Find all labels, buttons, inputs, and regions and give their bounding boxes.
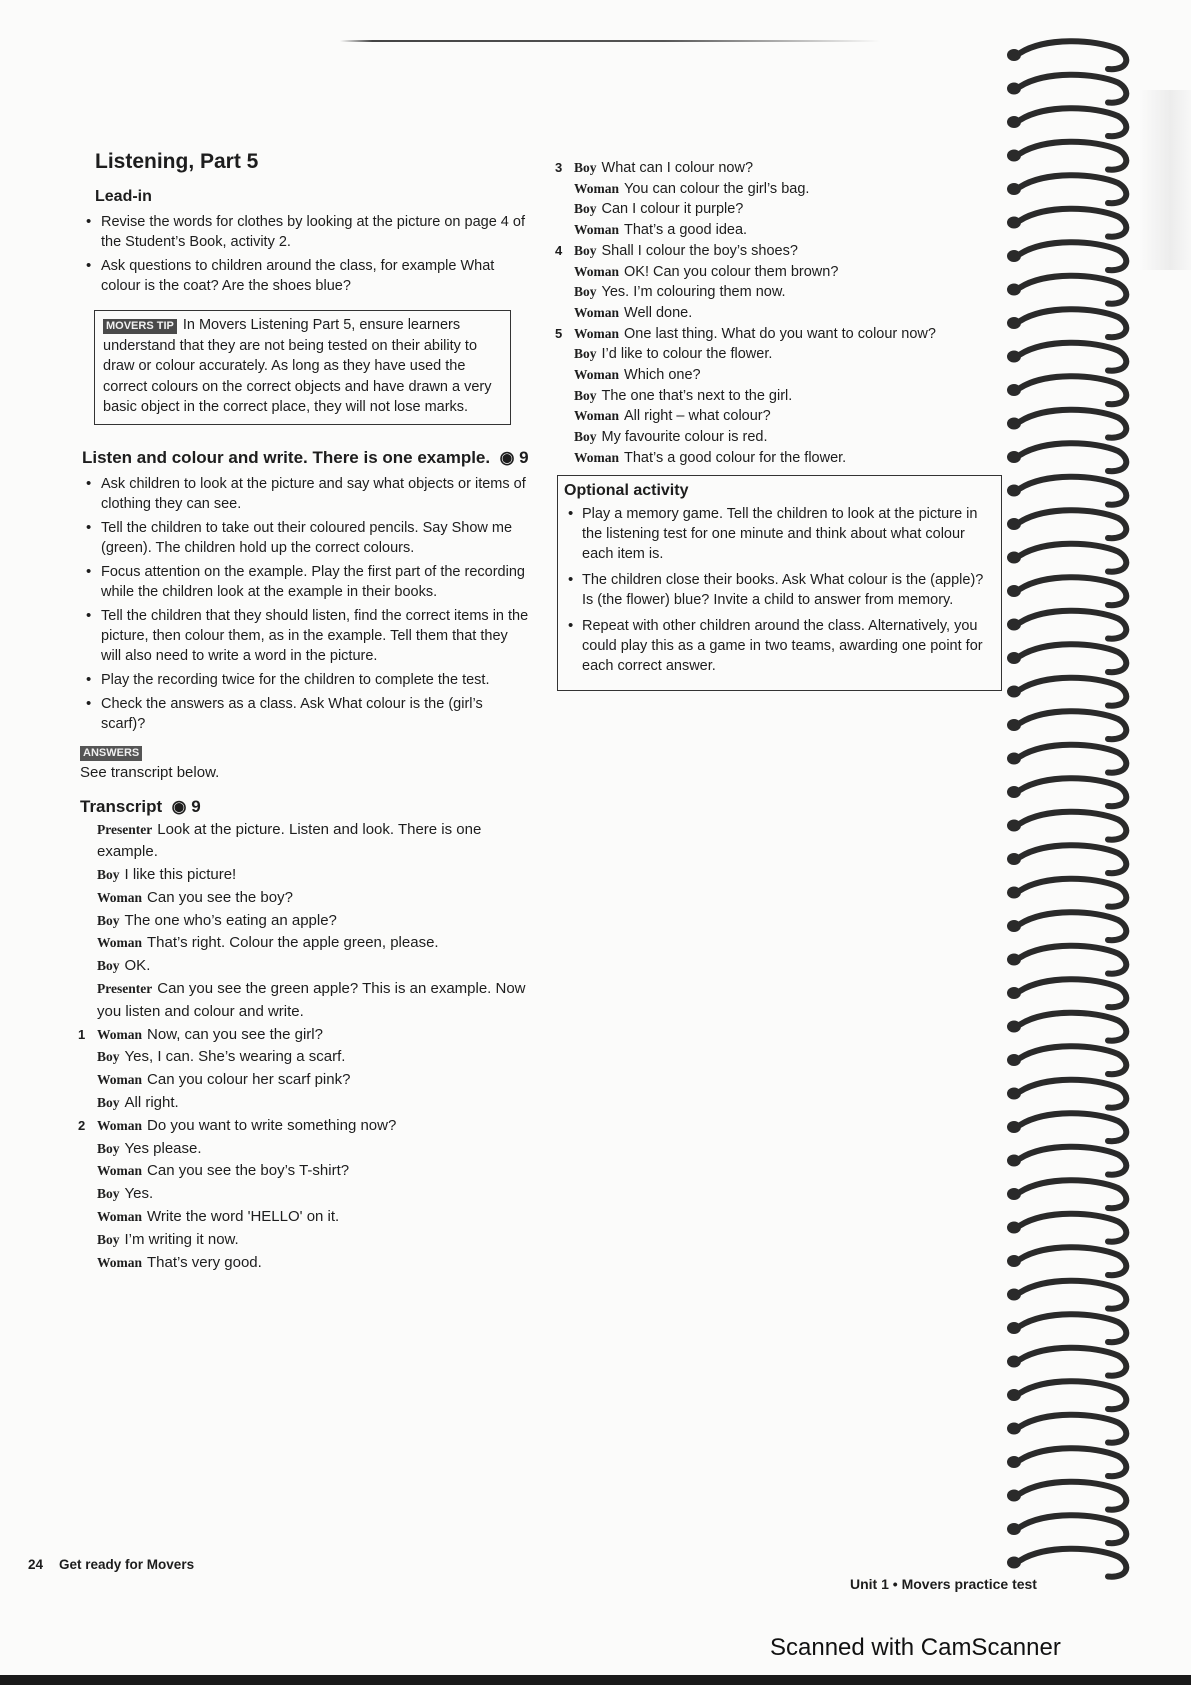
spiral-hole [1007,887,1021,899]
spiral-coil [1020,678,1126,706]
transcript-line [80,1183,530,1206]
movers-tip-box [94,310,511,425]
transcript-line: 5 Woman One last thing. What do you want to colour now? [555,325,936,342]
spiral-coil [1020,209,1126,237]
transcript-line [557,386,1002,407]
transcript-line [557,303,1002,324]
scanner-watermark: Scanned with CamScanner [770,1634,1061,1661]
line-text: Which one? [624,367,701,384]
spiral-hole [1007,183,1021,195]
lead-in-list [80,212,530,296]
page-footer-right: Unit 1 • Movers practice test [850,1576,1037,1592]
speaker: Woman [574,263,620,279]
transcript-heading [80,797,530,817]
transcript-line [80,1046,530,1069]
speaker: Boy [574,242,597,258]
line-text: Yes. I’m colouring them now. [601,284,786,301]
spiral-hole [1007,585,1021,597]
optional-activity-box [557,475,1002,691]
transcript-line: 2 Woman Do you want to write something now? [78,1116,397,1134]
spiral-coil [1020,1314,1126,1342]
transcript-cd-number: 9 [191,796,201,816]
task-title-text: Listen and colour and write. There is one example. [82,447,491,467]
spiral-binding [1000,30,1160,1610]
cd-track-number: 9 [519,447,529,467]
spiral-coil [1020,1448,1126,1476]
list-item: • Check the answers as a class. Ask What colour is the (girl’s scarf)? [80,694,530,734]
line-text: All right. [124,1094,179,1112]
speaker: Woman [97,1026,143,1042]
spiral-coil [1020,175,1126,203]
spiral-hole [1007,384,1021,396]
spiral-hole [1007,83,1021,95]
spiral-coil [1020,510,1126,538]
line-text: OK! Can you colour them brown? [624,263,839,280]
spiral-hole [1007,250,1021,262]
line-text: Yes please. [124,1139,202,1157]
spiral-coil [1020,845,1126,873]
spiral-coil [1020,711,1126,739]
spiral-hole [1007,1356,1021,1368]
spiral-hole [1007,217,1021,229]
spiral-coil [1020,410,1126,438]
spiral-coil [1020,1247,1126,1275]
bottom-edge [0,1675,1191,1685]
spiral-hole [1007,920,1021,932]
spiral-coil [1020,443,1126,471]
spiral-hole [1007,1456,1021,1468]
spiral-coil [1020,544,1126,572]
spiral-coil [1020,644,1126,672]
transcript-line [80,1069,530,1092]
tip-badge: MOVERS TIP [103,319,177,334]
line-text: Can I colour it purple? [601,201,744,218]
line-text: Can you see the boy’s T-shirt? [147,1162,350,1180]
spiral-coil [1020,309,1126,337]
book-title: Get ready for Movers [59,1557,195,1572]
transcript-line: 4 Boy Shall I colour the boy’s shoes? [555,242,798,259]
left-column [80,150,530,1274]
line-text: Yes. [124,1185,154,1203]
line-text: I’m writing it now. [124,1230,239,1248]
spiral-hole [1007,150,1021,162]
spiral-coil [1020,1381,1126,1409]
spiral-hole [1007,1523,1021,1535]
list-item: • Play the recording twice for the children to complete the test. [80,670,530,690]
speaker: Woman [574,222,620,238]
spiral-coil [1020,1046,1126,1074]
answers-text: See transcript below. [80,763,220,781]
spiral-coil [1020,1348,1126,1376]
line-text: Write the word 'HELLO' on it. [147,1208,340,1226]
spiral-coil [1020,1482,1126,1510]
spiral-coil [1020,343,1126,371]
optional-activity-heading: Optional activity [564,481,689,499]
transcript-line: 1 Woman Now, can you see the girl? [78,1025,323,1043]
transcript-line [80,910,530,933]
speaker: Boy [97,867,120,883]
line-text: OK. [124,957,151,975]
speaker: Boy [97,1049,120,1065]
speaker: Presenter [97,981,153,997]
line-text: The one who’s eating an apple? [124,911,337,929]
cd-track-icon: ◉ [166,796,192,816]
answers-badge: ANSWERS [80,746,142,761]
spiral-hole [1007,1322,1021,1334]
spiral-coil [1020,1080,1126,1108]
speaker: Boy [574,387,597,403]
spiral-hole [1007,987,1021,999]
speaker: Woman [574,325,620,341]
spiral-coil [1020,1515,1126,1543]
spiral-hole [1007,552,1021,564]
spiral-coil [1020,276,1126,304]
speaker: Woman [574,180,620,196]
task-heading [82,447,530,468]
spiral-coil [1020,577,1126,605]
spiral-hole [1007,518,1021,530]
list-item: • Focus attention on the example. Play the first part of the recording while the children look at the example in their books. [80,562,530,602]
spiral-coil [1020,75,1126,103]
spiral-hole [1007,1054,1021,1066]
spiral-coil [1020,1013,1126,1041]
spiral-coil [1020,1415,1126,1443]
speaker: Woman [574,408,620,424]
speaker: Woman [97,1117,143,1133]
speaker: Boy [97,912,120,928]
speaker: Boy [574,346,597,362]
line-text: Can you colour her scarf pink? [147,1071,351,1089]
line-text: Shall I colour the boy’s shoes? [601,242,798,259]
speaker: Woman [97,889,143,905]
speaker: Boy [97,1140,120,1156]
line-text: I like this picture! [124,866,237,884]
speaker: Boy [574,429,597,445]
line-text: Do you want to write something now? [147,1116,397,1134]
spiral-hole [1007,49,1021,61]
spiral-coil [1020,1180,1126,1208]
transcript-line [557,199,1002,220]
speaker: Woman [574,367,620,383]
line-text: That’s right. Colour the apple green, please. [147,934,439,952]
line-text: Look at the picture. Listen and look. There is one example. [97,820,482,861]
speaker: Boy [97,958,120,974]
page-footer-left [28,1557,210,1572]
spiral-hole [1007,1155,1021,1167]
cd-track-icon: ◉ [494,447,520,467]
transcript-left [80,819,530,1275]
spiral-coil [1020,1281,1126,1309]
spiral-hole [1007,853,1021,865]
spiral-hole [1007,284,1021,296]
transcript-line [80,1160,530,1183]
list-item: • Ask questions to children around the class, for example What colour is the coat? Are the shoes blue? [80,256,530,296]
spiral-coil [1020,1147,1126,1175]
speaker: Woman [574,449,620,465]
spiral-hole [1007,1255,1021,1267]
line-text: The one that’s next to the girl. [601,387,793,404]
transcript-line [80,864,530,887]
speaker: Woman [97,1209,143,1225]
spiral-coil [1020,108,1126,136]
line-text: What can I colour now? [601,160,754,176]
transcript-line [557,344,1002,365]
spiral-hole [1007,820,1021,832]
transcript-line [557,365,1002,386]
spiral-hole [1007,116,1021,128]
speaker: Woman [574,304,620,320]
spiral-hole [1007,418,1021,430]
transcript-line [80,887,530,910]
optional-activity-list [564,504,993,676]
line-text: All right – what colour? [624,408,771,425]
spiral-coil [1020,1214,1126,1242]
transcript-line [557,282,1002,303]
transcript-line [80,1229,530,1252]
spiral-hole [1007,1389,1021,1401]
spiral-hole [1007,619,1021,631]
line-text: I’d like to colour the flower. [601,346,773,363]
spiral-coil [1020,41,1126,69]
line-text: Now, can you see the girl? [147,1025,323,1043]
transcript-line [557,220,1002,241]
transcript-line [557,406,1002,427]
spiral-hole [1007,351,1021,363]
spiral-hole [1007,652,1021,664]
line-text: That’s very good. [147,1253,262,1271]
spiral-coil [1020,812,1126,840]
transcript-line [80,1252,530,1275]
line-text: Yes, I can. She’s wearing a scarf. [124,1048,346,1066]
spiral-hole [1007,1121,1021,1133]
transcript-line [80,1206,530,1229]
spiral-hole [1007,786,1021,798]
task-steps-list [80,474,530,734]
speaker: Woman [97,1254,143,1270]
transcript-line [80,978,530,1024]
list-item: • Play a memory game. Tell the children to look at the picture in the listening test for one minute and think about what colour each item is. [564,504,993,564]
spiral-coil [1020,979,1126,1007]
speaker: Boy [97,1231,120,1247]
transcript-line [80,819,530,865]
spiral-hole [1007,451,1021,463]
spiral-hole [1007,1490,1021,1502]
transcript-line [557,427,1002,448]
spiral-hole [1007,1289,1021,1301]
spiral-hole [1007,753,1021,765]
line-text: One last thing. What do you want to colour now? [624,325,936,342]
line-text: That’s a good colour for the flower. [624,449,847,466]
line-text: My favourite colour is red. [601,429,768,446]
spiral-hole [1007,485,1021,497]
spiral-hole [1007,1222,1021,1234]
spiral-hole [1007,1021,1021,1033]
list-item: • The children close their books. Ask What colour is the (apple)? Is (the flower) blue? Invite a child to answer from memory. [564,570,993,610]
spiral-hole [1007,1088,1021,1100]
list-item: • Tell the children that they should listen, find the correct items in the picture, then colour them, as in the example. Tell them that they will also need to write a word in the picture. [80,606,530,666]
speaker: Woman [97,1163,143,1179]
spiral-hole [1007,1188,1021,1200]
spiral-hole [1007,1557,1021,1569]
list-item: • Repeat with other children around the class. Alternatively, you could play this as a game in two teams, awarding one point for each correct answer. [564,616,993,676]
list-item: • Revise the words for clothes by looking at the picture on page 4 of the Student’s Book, activity 2. [80,212,530,252]
spiral-hole [1007,1423,1021,1435]
spiral-coil [1020,242,1126,270]
spiral-coil [1020,778,1126,806]
transcript-line [80,1092,530,1115]
line-text: That’s a good idea. [624,222,748,239]
speaker: Woman [97,1072,143,1088]
transcript-line: 3 Boy What can I colour now? [555,160,754,176]
speaker: Presenter [97,821,153,837]
speaker: Boy [97,1186,120,1202]
top-rule [340,40,880,42]
line-text: Can you see the green apple? This is an example. Now you listen and colour and write. [97,980,526,1020]
speaker: Woman [97,935,143,951]
line-text: Can you see the boy? [147,888,293,906]
spiral-coil [1020,142,1126,170]
spiral-hole [1007,719,1021,731]
spiral-hole [1007,317,1021,329]
spiral-coil [1020,611,1126,639]
spiral-coil [1020,376,1126,404]
speaker: Boy [97,1095,120,1111]
list-item: • Tell the children to take out their coloured pencils. Say Show me (green). The children hold up the correct colours. [80,518,530,558]
speaker: Boy [574,160,597,175]
line-text: Well done. [624,304,693,321]
lead-in-heading: Lead-in [95,188,152,205]
transcript-line [557,179,1002,200]
spiral-hole [1007,686,1021,698]
transcript-line [557,262,1002,283]
spiral-coil [1020,946,1126,974]
spiral-coil [1020,879,1126,907]
spiral-coil [1020,745,1126,773]
list-item: • Ask children to look at the picture and say what objects or items of clothing they can see. [80,474,530,514]
tip-text: In Movers Listening Part 5, ensure learners understand that they are not being tested on their ability to draw or colour accurately. As long as they have used the correct colours on the correct objects and have drawn a very basic object in the correct place, they will not lose marks. [103,317,492,415]
spiral-coil [1020,1113,1126,1141]
section-title: Listening, Part 5 [95,150,259,173]
transcript-line [557,448,1002,469]
transcript-title: Transcript [80,796,163,816]
spiral-hole [1007,954,1021,966]
transcript-line [80,955,530,978]
spiral-coil [1020,1549,1126,1577]
speaker: Boy [574,284,597,300]
spiral-coil [1020,912,1126,940]
transcript-line [80,1138,530,1161]
transcript-line [80,932,530,955]
right-column [557,158,1002,691]
speaker: Boy [574,201,597,217]
line-text: You can colour the girl’s bag. [624,180,810,197]
page-number: 24 [28,1557,44,1572]
spiral-coil [1020,477,1126,505]
